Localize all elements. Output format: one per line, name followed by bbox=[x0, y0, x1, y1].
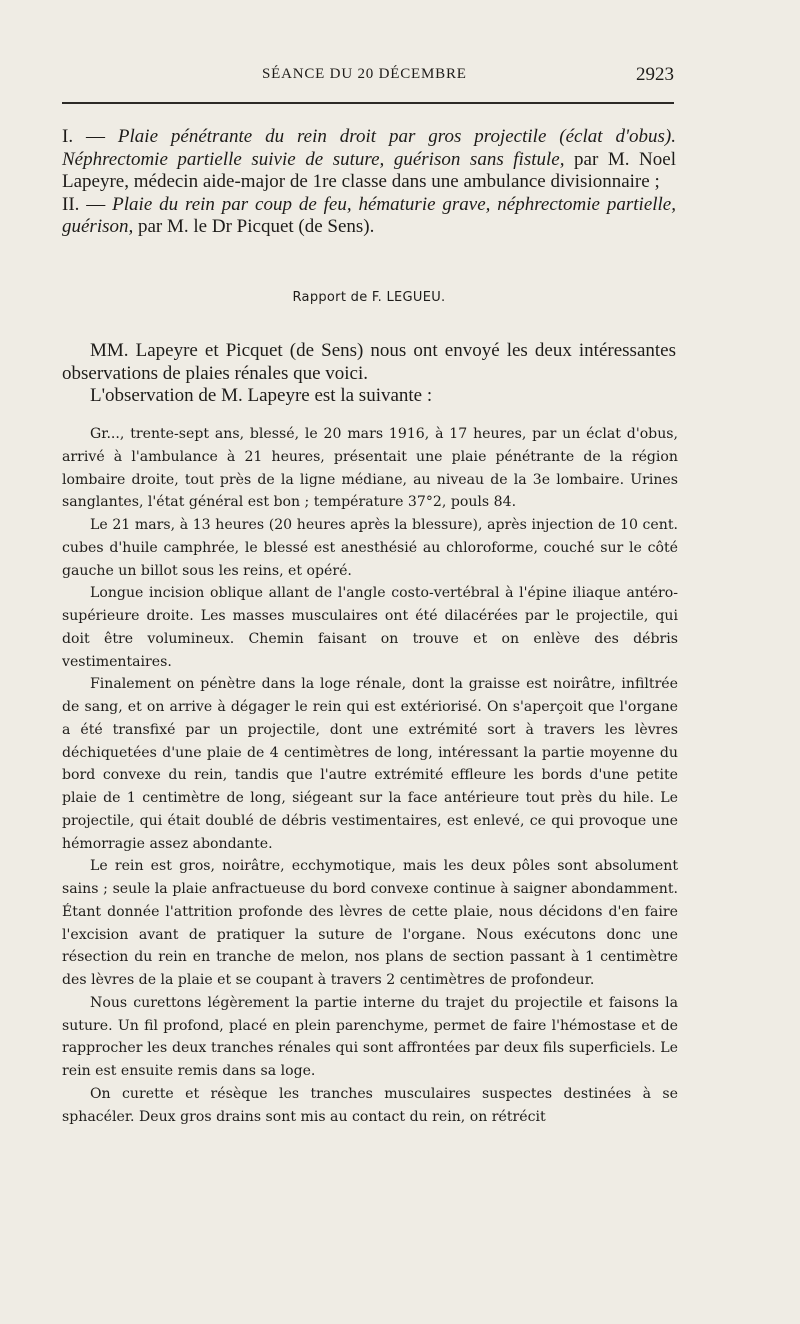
observation-paragraph: Nous curettons légèrement la partie interne du trajet du projectile et faisons la suture. Un fil profond, placé en plein parenchyme, permet de faire l'hémostase et de rapprocher les deux tranches rénales qui sont affrontées par deux fils superficiels. Le rein est ensuite remis dans sa loge. bbox=[62, 994, 678, 1079]
header-rule bbox=[62, 102, 674, 104]
title-italic: Plaie pénétrante du rein droit par gros projectile (éclat d'obus). Néphrectomie partielle suivie de suture, guérison sans fistule, bbox=[62, 126, 676, 170]
page-header bbox=[62, 64, 674, 88]
title-rest: par M. le Dr Picquet (de Sens). bbox=[133, 216, 375, 237]
title-item-1 bbox=[62, 126, 676, 194]
running-title: SÉANCE DU 20 DÉCEMBRE bbox=[262, 66, 467, 82]
lead-text bbox=[62, 340, 676, 408]
observation-paragraph: Finalement on pénètre dans la loge rénale, dont la graisse est noirâtre, infiltrée de sang, et on arrive à dégager le rein qui est extériorisé. On s'aperçoit que l'organe a été transfixé par un projectile, dont une extrémité sort à travers les lèvres déchiquetées d'une plaie de 4 centimètres de long, intéressant la partie moyenne du bord convexe du rein, tandis que l'autre extrémité effleure les bords d'une petite plaie de 1 centimètre de long, siégeant sur la face antérieure tout près du hile. Le projectile, qui était doublé de débris vestimentaires, est enlevé, ce qui provoque une hémorragie assez abondante. bbox=[62, 676, 678, 852]
rapport-byline: Rapport de F. LEGUEU. bbox=[292, 290, 446, 305]
lead-paragraph: MM. Lapeyre et Picquet (de Sens) nous ont envoyé les deux intéressantes observations de plaies rénales que voici. bbox=[62, 340, 676, 384]
lead-paragraph: L'observation de M. Lapeyre est la suivante : bbox=[90, 385, 433, 406]
title-italic: Plaie du rein par coup de feu, hématurie grave, néphrectomie partielle, guérison, bbox=[62, 193, 676, 237]
title-item-2 bbox=[62, 194, 676, 239]
article-titles bbox=[62, 126, 676, 239]
observation-paragraph: Le 21 mars, à 13 heures (20 heures après la blessure), après injection de 10 cent. cubes d'huile camphrée, le blessé est anesthésié au chloroforme, couché sur le côté gauche un billot sous les reins, et opéré. bbox=[62, 517, 678, 579]
observation-paragraph: Le rein est gros, noirâtre, ecchymotique, mais les deux pôles sont absolument sains ; seule la plaie anfractueuse du bord convexe continue à saigner abondamment. Étant donnée l'attrition profonde des lèvres de cette plaie, nous décidons d'en faire l'excision avant de pratiquer la suture de l'organe. Nous exécutons donc une résection du rein en tranche de melon, nos plans de section passant à 1 centimètre des lèvres de la plaie et se coupant à travers 2 centimètres de profondeur. bbox=[62, 858, 678, 988]
title-numeral: II. — bbox=[62, 193, 113, 215]
page-number: 2923 bbox=[636, 64, 674, 85]
observation-paragraph: Longue incision oblique allant de l'angle costo-vertébral à l'épine iliaque antéro-supérieure droite. Les masses musculaires ont été dilacérées par le projectile, qui doit être volumineux. Chemin faisant on trouve et on enlève des débris vestimentaires. bbox=[62, 585, 678, 670]
title-rest: par M. Noel Lapeyre, médecin aide-major de 1re classe dans une ambulance divisionnaire ; bbox=[62, 148, 676, 192]
observation-paragraph: Gr..., trente-sept ans, blessé, le 20 mars 1916, à 17 heures, par un éclat d'obus, arrivé à l'ambulance à 21 heures, présentait une plaie pénétrante de la région lombaire droite, tout près de la ligne médiane, au niveau de la 3e lombaire. Urines sanglantes, l'état général est bon ; température 37°2, pouls 84. bbox=[62, 426, 678, 511]
observation-text bbox=[62, 423, 678, 1128]
title-numeral: I. — bbox=[62, 126, 118, 147]
observation-paragraph: On curette et résèque les tranches musculaires suspectes destinées à se sphacéler. Deux gros drains sont mis au contact du rein, on rétrécit bbox=[62, 1085, 678, 1125]
